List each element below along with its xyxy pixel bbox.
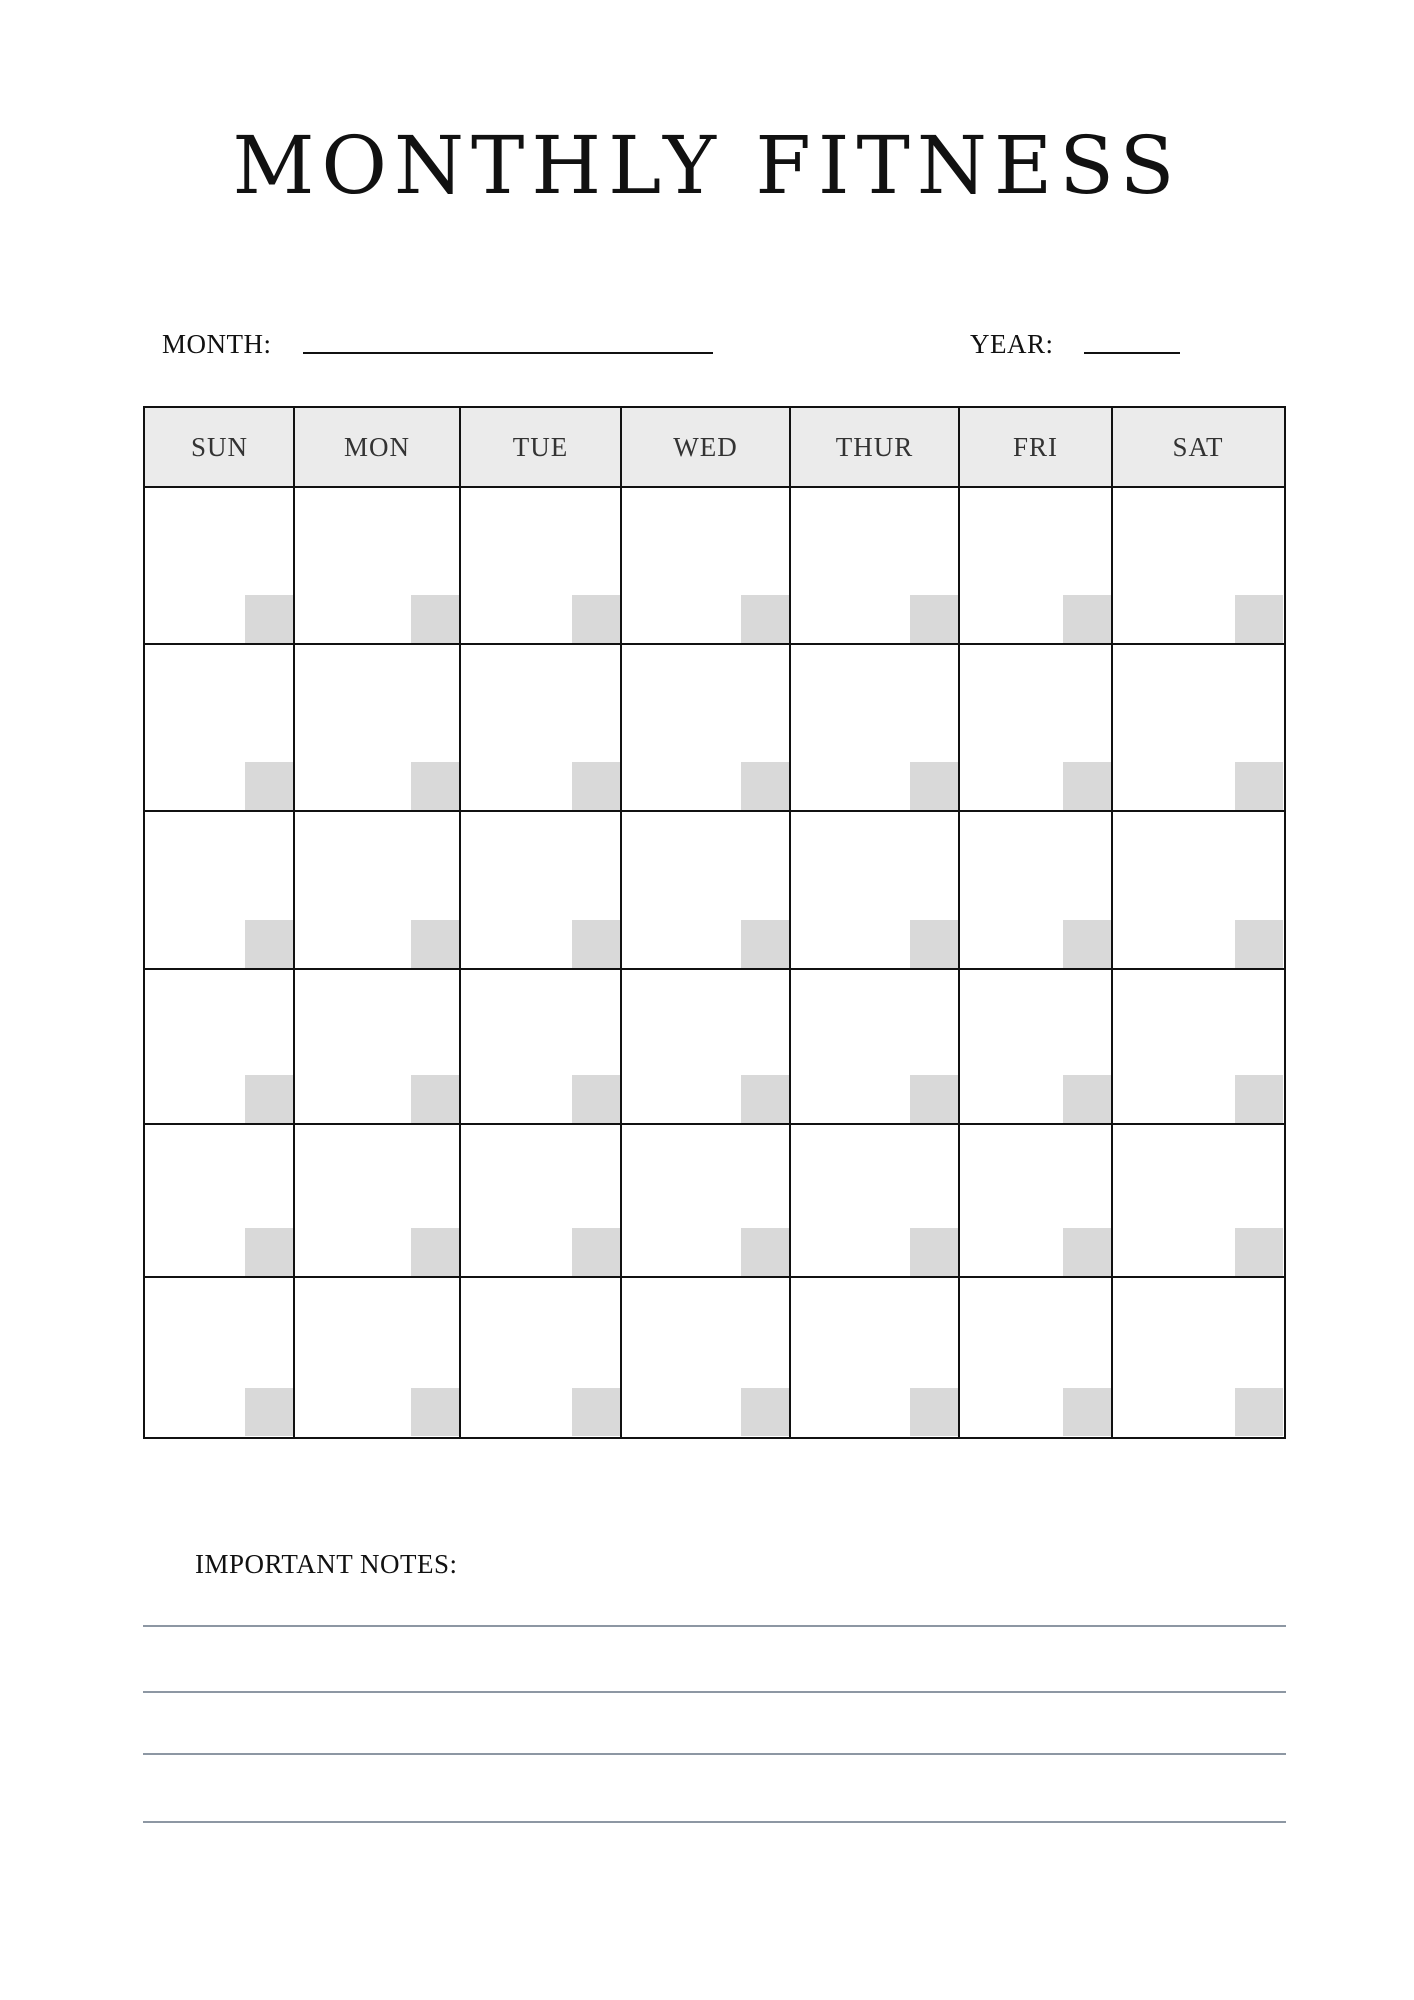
day-cell[interactable] [461, 645, 620, 810]
date-number-box[interactable] [1063, 920, 1111, 968]
day-cell[interactable] [1113, 1125, 1283, 1276]
date-number-box[interactable] [572, 920, 620, 968]
weekday-sun: SUN [190, 432, 248, 462]
day-cell[interactable] [295, 970, 459, 1123]
date-number-box[interactable] [741, 595, 789, 643]
calendar-grid [143, 406, 1286, 1439]
row-divider [145, 1276, 1284, 1278]
month-field[interactable] [303, 352, 713, 354]
day-cell[interactable] [960, 812, 1111, 968]
day-cell[interactable] [295, 487, 459, 643]
page-title: MONTHLY FITNESS [232, 119, 1182, 212]
date-number-box[interactable] [572, 595, 620, 643]
month-label: MONTH: [162, 329, 272, 359]
note-line[interactable] [143, 1821, 1286, 1823]
column-divider [620, 406, 622, 1439]
day-cell[interactable] [145, 812, 293, 968]
day-cell[interactable] [960, 487, 1111, 643]
date-number-box[interactable] [411, 1075, 459, 1123]
date-number-box[interactable] [741, 1228, 789, 1276]
day-cell[interactable] [622, 487, 789, 643]
day-cell[interactable] [960, 1125, 1111, 1276]
day-cell[interactable] [295, 645, 459, 810]
day-cell[interactable] [960, 970, 1111, 1123]
day-cell[interactable] [1113, 812, 1283, 968]
date-number-box[interactable] [741, 1388, 789, 1436]
row-divider [145, 643, 1284, 645]
weekday-sat: SAT [1172, 432, 1224, 462]
day-cell[interactable] [145, 487, 293, 643]
date-number-box[interactable] [910, 762, 958, 810]
day-cell[interactable] [791, 812, 958, 968]
date-number-box[interactable] [1235, 1075, 1283, 1123]
year-field[interactable] [1084, 352, 1180, 354]
date-number-box[interactable] [411, 1388, 459, 1436]
date-number-box[interactable] [411, 920, 459, 968]
day-cell[interactable] [1113, 487, 1283, 643]
date-number-box[interactable] [1235, 920, 1283, 968]
day-cell[interactable] [295, 1125, 459, 1276]
date-number-box[interactable] [572, 1075, 620, 1123]
weekday-mon: MON [343, 432, 410, 462]
note-line[interactable] [143, 1625, 1286, 1627]
day-cell[interactable] [461, 487, 620, 643]
note-line[interactable] [143, 1691, 1286, 1693]
day-cell[interactable] [295, 812, 459, 968]
day-cell[interactable] [791, 487, 958, 643]
day-cell[interactable] [791, 1125, 958, 1276]
column-divider [1111, 406, 1113, 1439]
date-number-box[interactable] [411, 1228, 459, 1276]
date-number-box[interactable] [1235, 1388, 1283, 1436]
day-cell[interactable] [145, 645, 293, 810]
day-cell[interactable] [1113, 1278, 1283, 1436]
day-cell[interactable] [145, 970, 293, 1123]
day-cell[interactable] [791, 1278, 958, 1436]
date-number-box[interactable] [910, 1075, 958, 1123]
weekday-fri: FRI [1012, 432, 1059, 462]
row-divider [145, 1123, 1284, 1125]
notes-label: IMPORTANT NOTES: [195, 1549, 458, 1579]
day-cell[interactable] [791, 970, 958, 1123]
day-cell[interactable] [622, 1278, 789, 1436]
column-divider [293, 406, 295, 1439]
day-cell[interactable] [622, 1125, 789, 1276]
date-number-box[interactable] [910, 1228, 958, 1276]
date-number-box[interactable] [1063, 1228, 1111, 1276]
date-number-box[interactable] [411, 595, 459, 643]
day-cell[interactable] [461, 812, 620, 968]
date-number-box[interactable] [910, 595, 958, 643]
row-divider [145, 968, 1284, 970]
date-number-box[interactable] [1063, 762, 1111, 810]
day-cell[interactable] [622, 970, 789, 1123]
date-number-box[interactable] [1063, 1388, 1111, 1436]
date-number-box[interactable] [1063, 595, 1111, 643]
date-number-box[interactable] [1063, 1075, 1111, 1123]
date-number-box[interactable] [572, 1388, 620, 1436]
date-number-box[interactable] [245, 920, 293, 968]
day-cell[interactable] [461, 1278, 620, 1436]
date-number-box[interactable] [245, 1075, 293, 1123]
date-number-box[interactable] [741, 920, 789, 968]
column-divider [958, 406, 960, 1439]
day-cell[interactable] [791, 645, 958, 810]
date-number-box[interactable] [245, 1228, 293, 1276]
day-cell[interactable] [461, 970, 620, 1123]
date-number-box[interactable] [245, 762, 293, 810]
date-number-box[interactable] [910, 1388, 958, 1436]
day-cell[interactable] [145, 1125, 293, 1276]
date-number-box[interactable] [572, 1228, 620, 1276]
column-divider [789, 406, 791, 1439]
row-divider [145, 810, 1284, 812]
date-number-box[interactable] [245, 595, 293, 643]
date-number-box[interactable] [741, 1075, 789, 1123]
date-number-box[interactable] [245, 1388, 293, 1436]
date-number-box[interactable] [1235, 762, 1283, 810]
date-number-box[interactable] [1235, 1228, 1283, 1276]
year-label: YEAR: [970, 329, 1054, 359]
weekday-header-row [145, 408, 1284, 488]
weekday-wed: WED [673, 432, 738, 462]
day-cell[interactable] [1113, 645, 1283, 810]
date-number-box[interactable] [910, 920, 958, 968]
weekday-tue: TUE [512, 432, 569, 462]
day-cell[interactable] [461, 1125, 620, 1276]
note-line[interactable] [143, 1753, 1286, 1755]
day-cell[interactable] [1113, 970, 1283, 1123]
date-number-box[interactable] [411, 762, 459, 810]
day-cell[interactable] [960, 645, 1111, 810]
day-cell[interactable] [960, 1278, 1111, 1436]
day-cell[interactable] [622, 812, 789, 968]
column-divider [459, 406, 461, 1439]
day-cell[interactable] [295, 1278, 459, 1436]
date-number-box[interactable] [741, 762, 789, 810]
day-cell[interactable] [145, 1278, 293, 1436]
date-number-box[interactable] [1235, 595, 1283, 643]
weekday-thur: THUR [835, 432, 914, 462]
date-number-box[interactable] [572, 762, 620, 810]
day-cell[interactable] [622, 645, 789, 810]
